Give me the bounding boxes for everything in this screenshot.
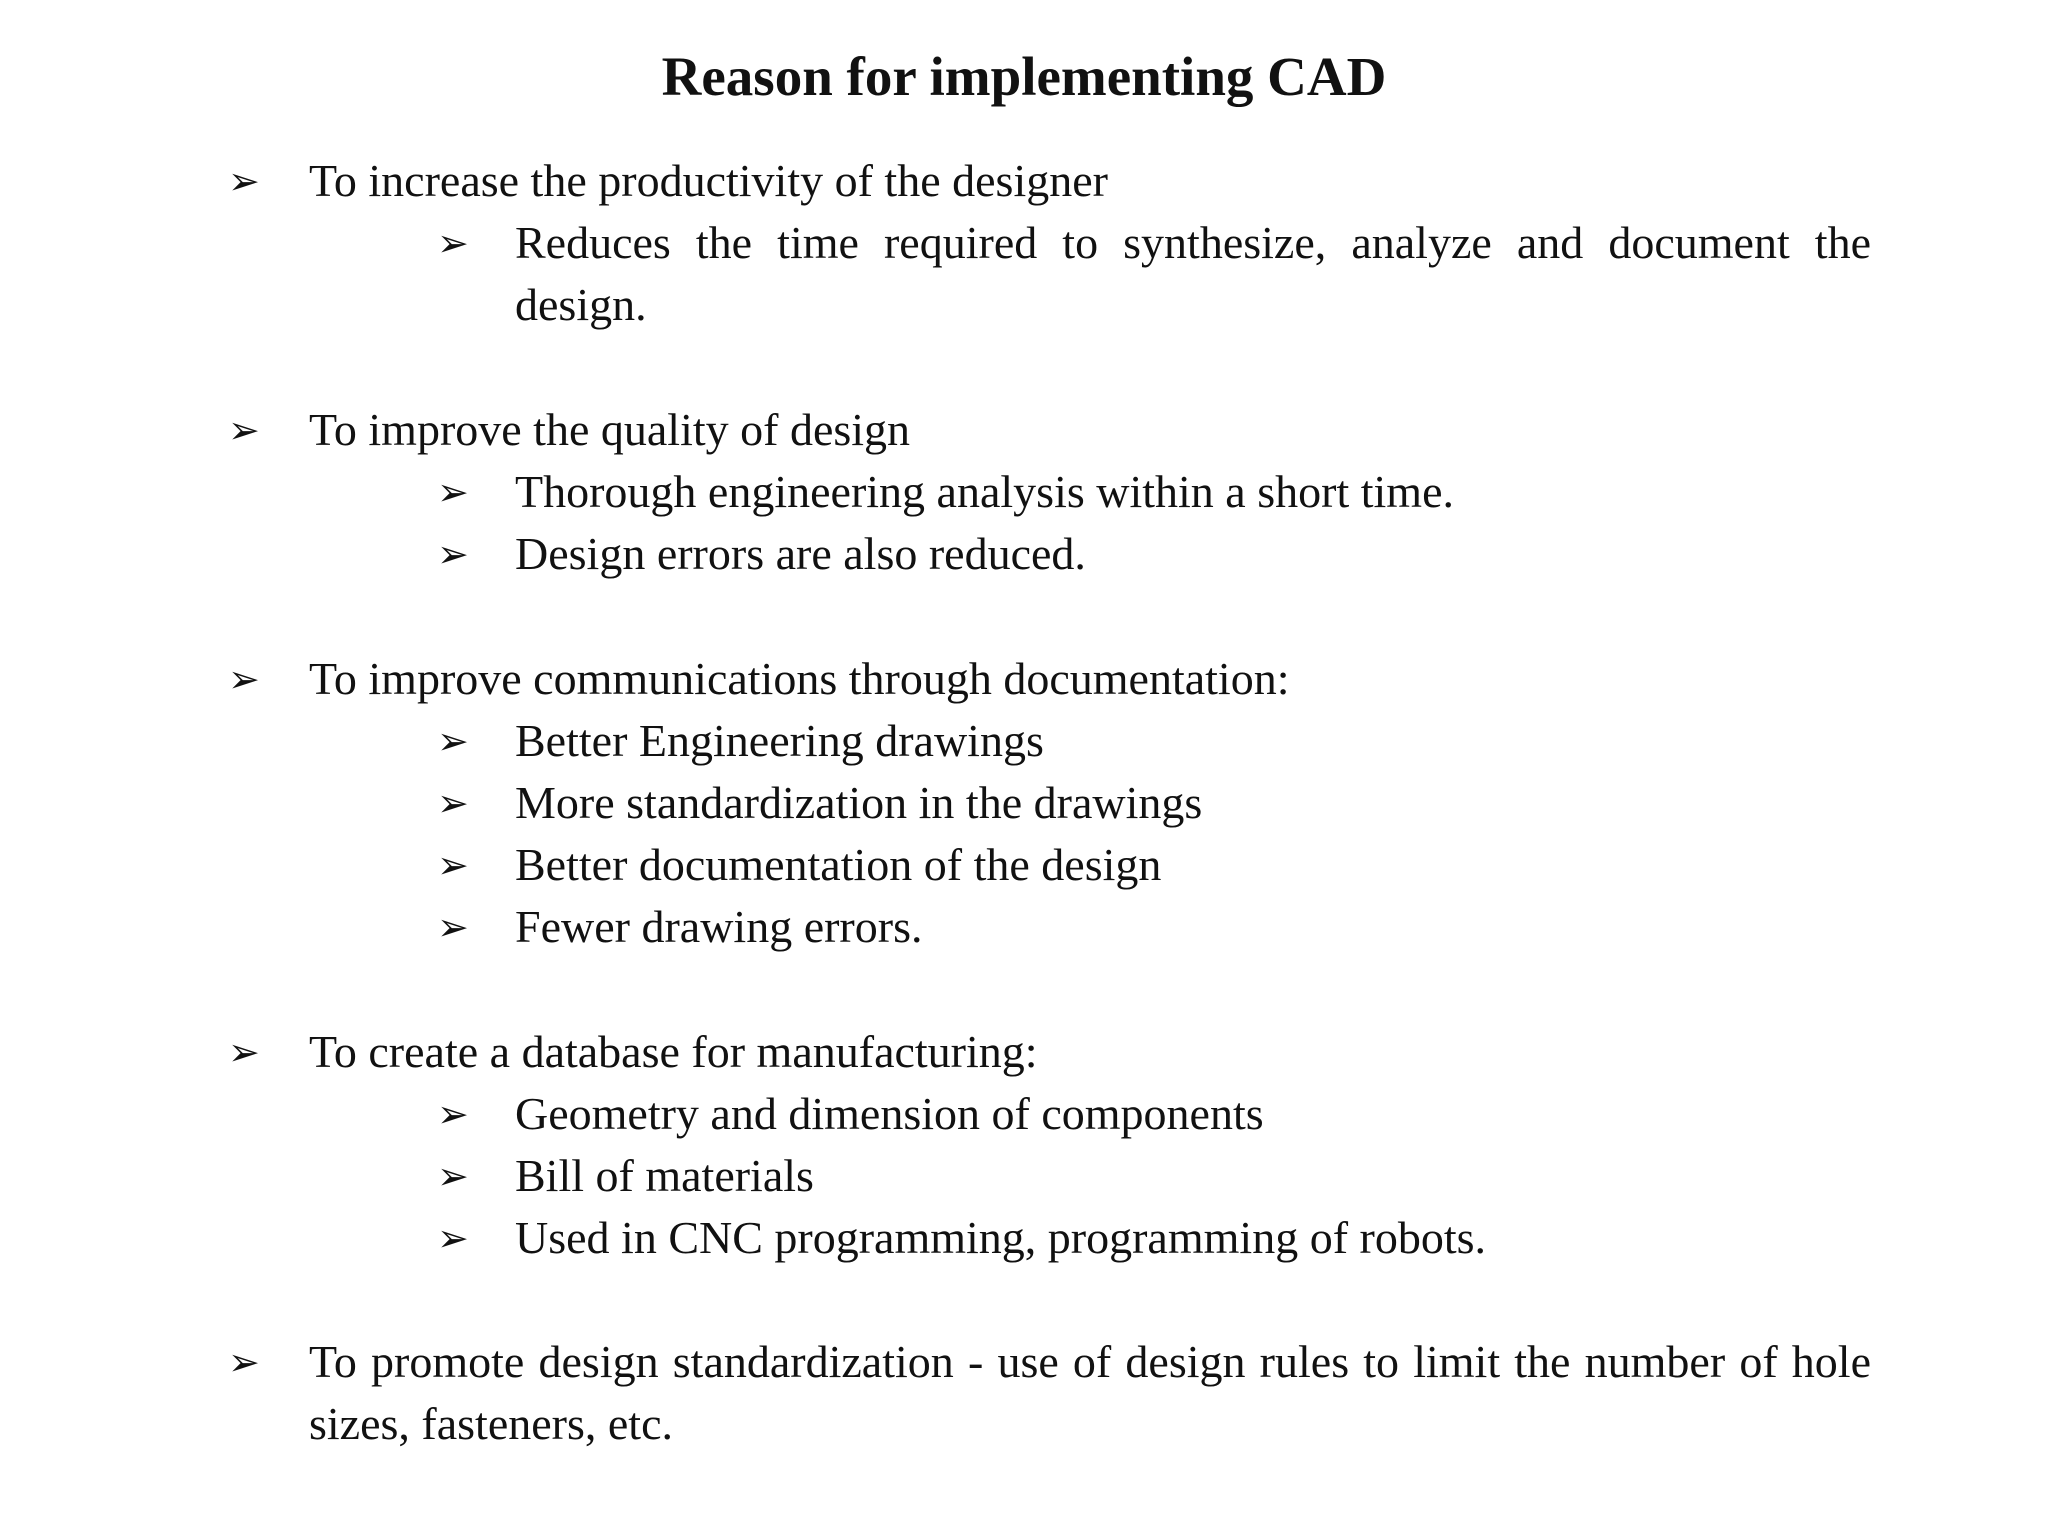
sub-bullet-text: Reduces the time required to synthesize, analyze and document the design. [515, 217, 1871, 330]
arrow-bullet-icon: ➢ [437, 470, 469, 514]
sub-bullet-text: Thorough engineering analysis within a short time. [515, 466, 1454, 517]
sub-bullet-item [437, 710, 1871, 772]
arrow-bullet-icon: ➢ [437, 532, 469, 576]
bullet-item-communications [228, 648, 1871, 710]
arrow-bullet-icon: ➢ [437, 221, 469, 265]
arrow-bullet-icon: ➢ [437, 719, 469, 763]
bullet-text: To improve the quality of design [309, 404, 911, 455]
arrow-bullet-icon: ➢ [228, 1030, 260, 1074]
arrow-bullet-icon: ➢ [437, 905, 469, 949]
bullet-item-productivity [228, 150, 1871, 212]
arrow-bullet-icon: ➢ [437, 1154, 469, 1198]
sub-bullet-text: Better documentation of the design [515, 839, 1162, 890]
arrow-bullet-icon: ➢ [437, 781, 469, 825]
arrow-bullet-icon: ➢ [437, 843, 469, 887]
bullet-text: To improve communications through documentation: [309, 653, 1290, 704]
bullet-text: To promote design standardization - use of design rules to limit the number of hole sizes, fasteners, etc. [309, 1336, 1871, 1449]
slide-title: Reason for implementing CAD [661, 46, 1387, 107]
sub-bullet-text: Geometry and dimension of components [515, 1088, 1264, 1139]
bullet-item-database [228, 1021, 1871, 1083]
sub-bullet-item [437, 1083, 1871, 1145]
bullet-text: To create a database for manufacturing: [309, 1026, 1038, 1077]
sub-bullet-item [437, 896, 1871, 958]
sub-bullet-text: Design errors are also reduced. [515, 528, 1086, 579]
sub-bullet-text: Better Engineering drawings [515, 715, 1044, 766]
arrow-bullet-icon: ➢ [228, 657, 260, 701]
bullet-text: To increase the productivity of the designer [309, 155, 1108, 206]
sub-bullet-item [437, 1145, 1871, 1207]
arrow-bullet-icon: ➢ [437, 1216, 469, 1260]
sub-bullet-item [437, 1207, 1871, 1269]
arrow-bullet-icon: ➢ [228, 408, 260, 452]
bullet-item-quality [228, 399, 1871, 461]
arrow-bullet-icon: ➢ [228, 1340, 260, 1384]
sub-bullet-item [437, 212, 1871, 336]
bullet-item-standardization [228, 1331, 1871, 1455]
sub-bullet-item [437, 461, 1871, 523]
sub-bullet-text: Used in CNC programming, programming of robots. [515, 1212, 1487, 1263]
sub-bullet-item [437, 523, 1871, 585]
sub-bullet-text: Bill of materials [515, 1150, 814, 1201]
sub-bullet-text: More standardization in the drawings [515, 777, 1203, 828]
arrow-bullet-icon: ➢ [228, 159, 260, 203]
sub-bullet-text: Fewer drawing errors. [515, 901, 923, 952]
sub-bullet-item [437, 772, 1871, 834]
arrow-bullet-icon: ➢ [437, 1092, 469, 1136]
sub-bullet-item [437, 834, 1871, 896]
